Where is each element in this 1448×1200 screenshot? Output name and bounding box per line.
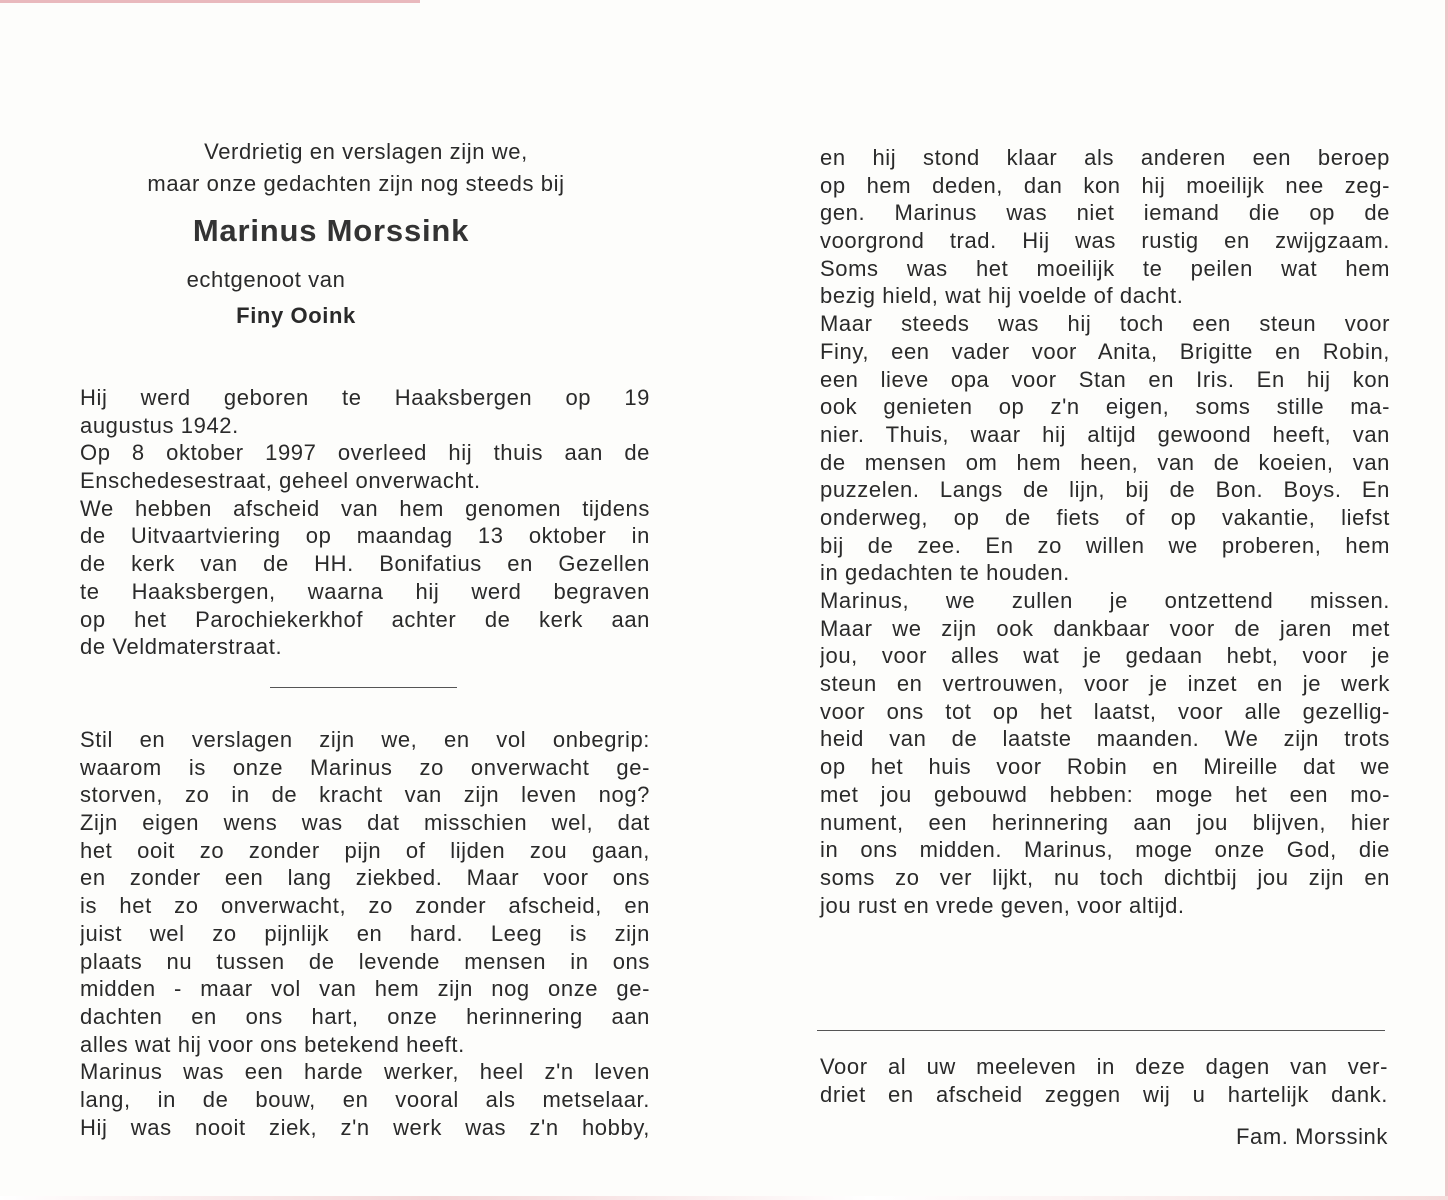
text-line: juist wel zo pijnlijk en hard. Leeg is zijn — [80, 920, 650, 946]
text-line: is het zo onverwacht, zo zonder afscheid, en — [80, 893, 650, 919]
text-line: We hebben afscheid van hem genomen tijdens — [80, 495, 650, 521]
text-line: Op 8 oktober 1997 overleed hij thuis aan de — [80, 440, 650, 466]
text-line: driet en afscheid zeggen wij u hartelijk dank. — [820, 1081, 1388, 1107]
text-line: augustus 1942. — [80, 412, 239, 438]
intro-line: Verdrietig en verslagen zijn we, — [204, 139, 528, 164]
text-left-column — [80, 726, 650, 1141]
text-line: storven, zo in de kracht van zijn leven nog? — [80, 782, 650, 808]
text-line: voor ons tot op het laatst, voor alle gezellig- — [820, 698, 1390, 724]
text-right-column — [820, 144, 1390, 919]
deceased-name: Marinus Morssink — [192, 213, 470, 248]
text-line: en zonder een lang ziekbed. Maar voor ons — [80, 865, 650, 891]
text-line: voorgrond trad. Hij was rustig en zwijgzaam. — [820, 228, 1390, 254]
text-line: de Uitvaartviering op maandag 13 oktober in — [80, 523, 650, 549]
thanks-text — [820, 1053, 1388, 1108]
text-line: heid van de laatste maanden. We zijn trots — [820, 726, 1390, 752]
relation: echtgenoot van — [186, 267, 346, 292]
text-line: ook genieten op z'n eigen, soms stille ma- — [820, 394, 1390, 420]
text-line: Finy, een vader voor Anita, Brigitte en Robin, — [820, 338, 1390, 364]
text-line: met jou gebouwd hebben: moge het een mo- — [820, 781, 1390, 807]
text-line: de mensen om hem heen, van de koeien, van — [820, 449, 1390, 475]
divider — [817, 1030, 1385, 1031]
text-line: nument, een herinnering aan jou blijven, hier — [820, 809, 1390, 835]
signature: Fam. Morssink — [1235, 1124, 1388, 1149]
text-line: alles wat hij voor ons betekend heeft. — [80, 1031, 465, 1057]
biography — [80, 384, 650, 661]
text-line: jou, voor alles wat je gedaan hebt, voor je — [820, 643, 1390, 669]
text-line: Maar we zijn ook dankbaar voor de jaren met — [820, 615, 1390, 641]
paper-edge — [0, 0, 420, 3]
text-line: Soms was het moeilijk te peilen wat hem — [820, 255, 1390, 281]
text-line: steun en vertrouwen, voor je inzet en je werk — [820, 671, 1390, 697]
text-line: te Haaksbergen, waarna hij werd begraven — [80, 578, 650, 604]
text-line: gen. Marinus was niet iemand die op de — [820, 200, 1390, 226]
spouse-name: Finy Ooink — [236, 303, 356, 328]
text-line: bij de zee. En zo willen we proberen, hem — [820, 532, 1390, 558]
text-line: midden - maar vol van hem zijn nog onze ge- — [80, 976, 650, 1002]
text-line: Stil en verslagen zijn we, en vol onbegrip: — [80, 727, 650, 752]
text-line: op hem deden, dan kon hij moeilijk nee zeg- — [820, 172, 1390, 198]
paper-edge — [0, 1196, 1448, 1200]
text-line: op het huis voor Robin en Mireille dat we — [820, 754, 1390, 780]
text-line: de kerk van de HH. Bonifatius en Gezellen — [80, 551, 650, 577]
text-line: Enschedesestraat, geheel onverwacht. — [80, 468, 481, 494]
text-line: Hij was nooit ziek, z'n werk was z'n hobby, — [80, 1114, 650, 1140]
signature-block — [820, 1123, 1388, 1151]
text-line: Maar steeds was hij toch een steun voor — [820, 311, 1390, 337]
text-line: en hij stond klaar als anderen een beroep — [820, 145, 1390, 170]
divider — [270, 687, 457, 688]
text-line: Marinus was een harde werker, heel z'n leven — [80, 1059, 650, 1085]
intro-line: maar onze gedachten zijn nog steeds bij — [147, 171, 565, 196]
text-line: lang, in de bouw, en vooral als metselaar. — [80, 1086, 650, 1112]
text-line: in gedachten te houden. — [820, 560, 1070, 586]
text-line: plaats nu tussen de levende mensen in ons — [80, 948, 650, 974]
text-line: de Veldmaterstraat. — [80, 634, 283, 660]
text-line: in ons midden. Marinus, moge onze God, die — [820, 837, 1390, 863]
text-line: Hij werd geboren te Haaksbergen op 19 — [80, 385, 650, 410]
text-line: een lieve opa voor Stan en Iris. En hij kon — [820, 366, 1390, 392]
text-line: Zijn eigen wens was dat misschien wel, dat — [80, 810, 650, 836]
text-line: waarom is onze Marinus zo onverwacht ge- — [80, 754, 650, 780]
text-line: onderweg, op de fiets of op vakantie, liefst — [820, 504, 1390, 530]
text-line: jou rust en vrede geven, voor altijd. — [820, 892, 1185, 918]
text-line: bezig hield, wat hij voelde of dacht. — [820, 283, 1184, 309]
heading — [80, 136, 652, 334]
text-line: Marinus, we zullen je ontzettend missen. — [820, 588, 1390, 613]
text-line: op het Parochiekerkhof achter de kerk aan — [80, 606, 650, 632]
text-line: dachten en ons hart, onze herinnering aan — [80, 1003, 650, 1029]
text-line: het ooit zo zonder pijn of lijden zou gaan, — [80, 837, 650, 863]
text-line: nier. Thuis, waar hij altijd gewoond heeft, van — [820, 421, 1390, 447]
text-line: Voor al uw meeleven in deze dagen van ver- — [820, 1054, 1388, 1079]
text-line: puzzelen. Langs de lijn, bij de Bon. Boys. En — [820, 477, 1390, 503]
text-line: soms zo ver lijkt, nu toch dichtbij jou zijn en — [820, 864, 1390, 890]
